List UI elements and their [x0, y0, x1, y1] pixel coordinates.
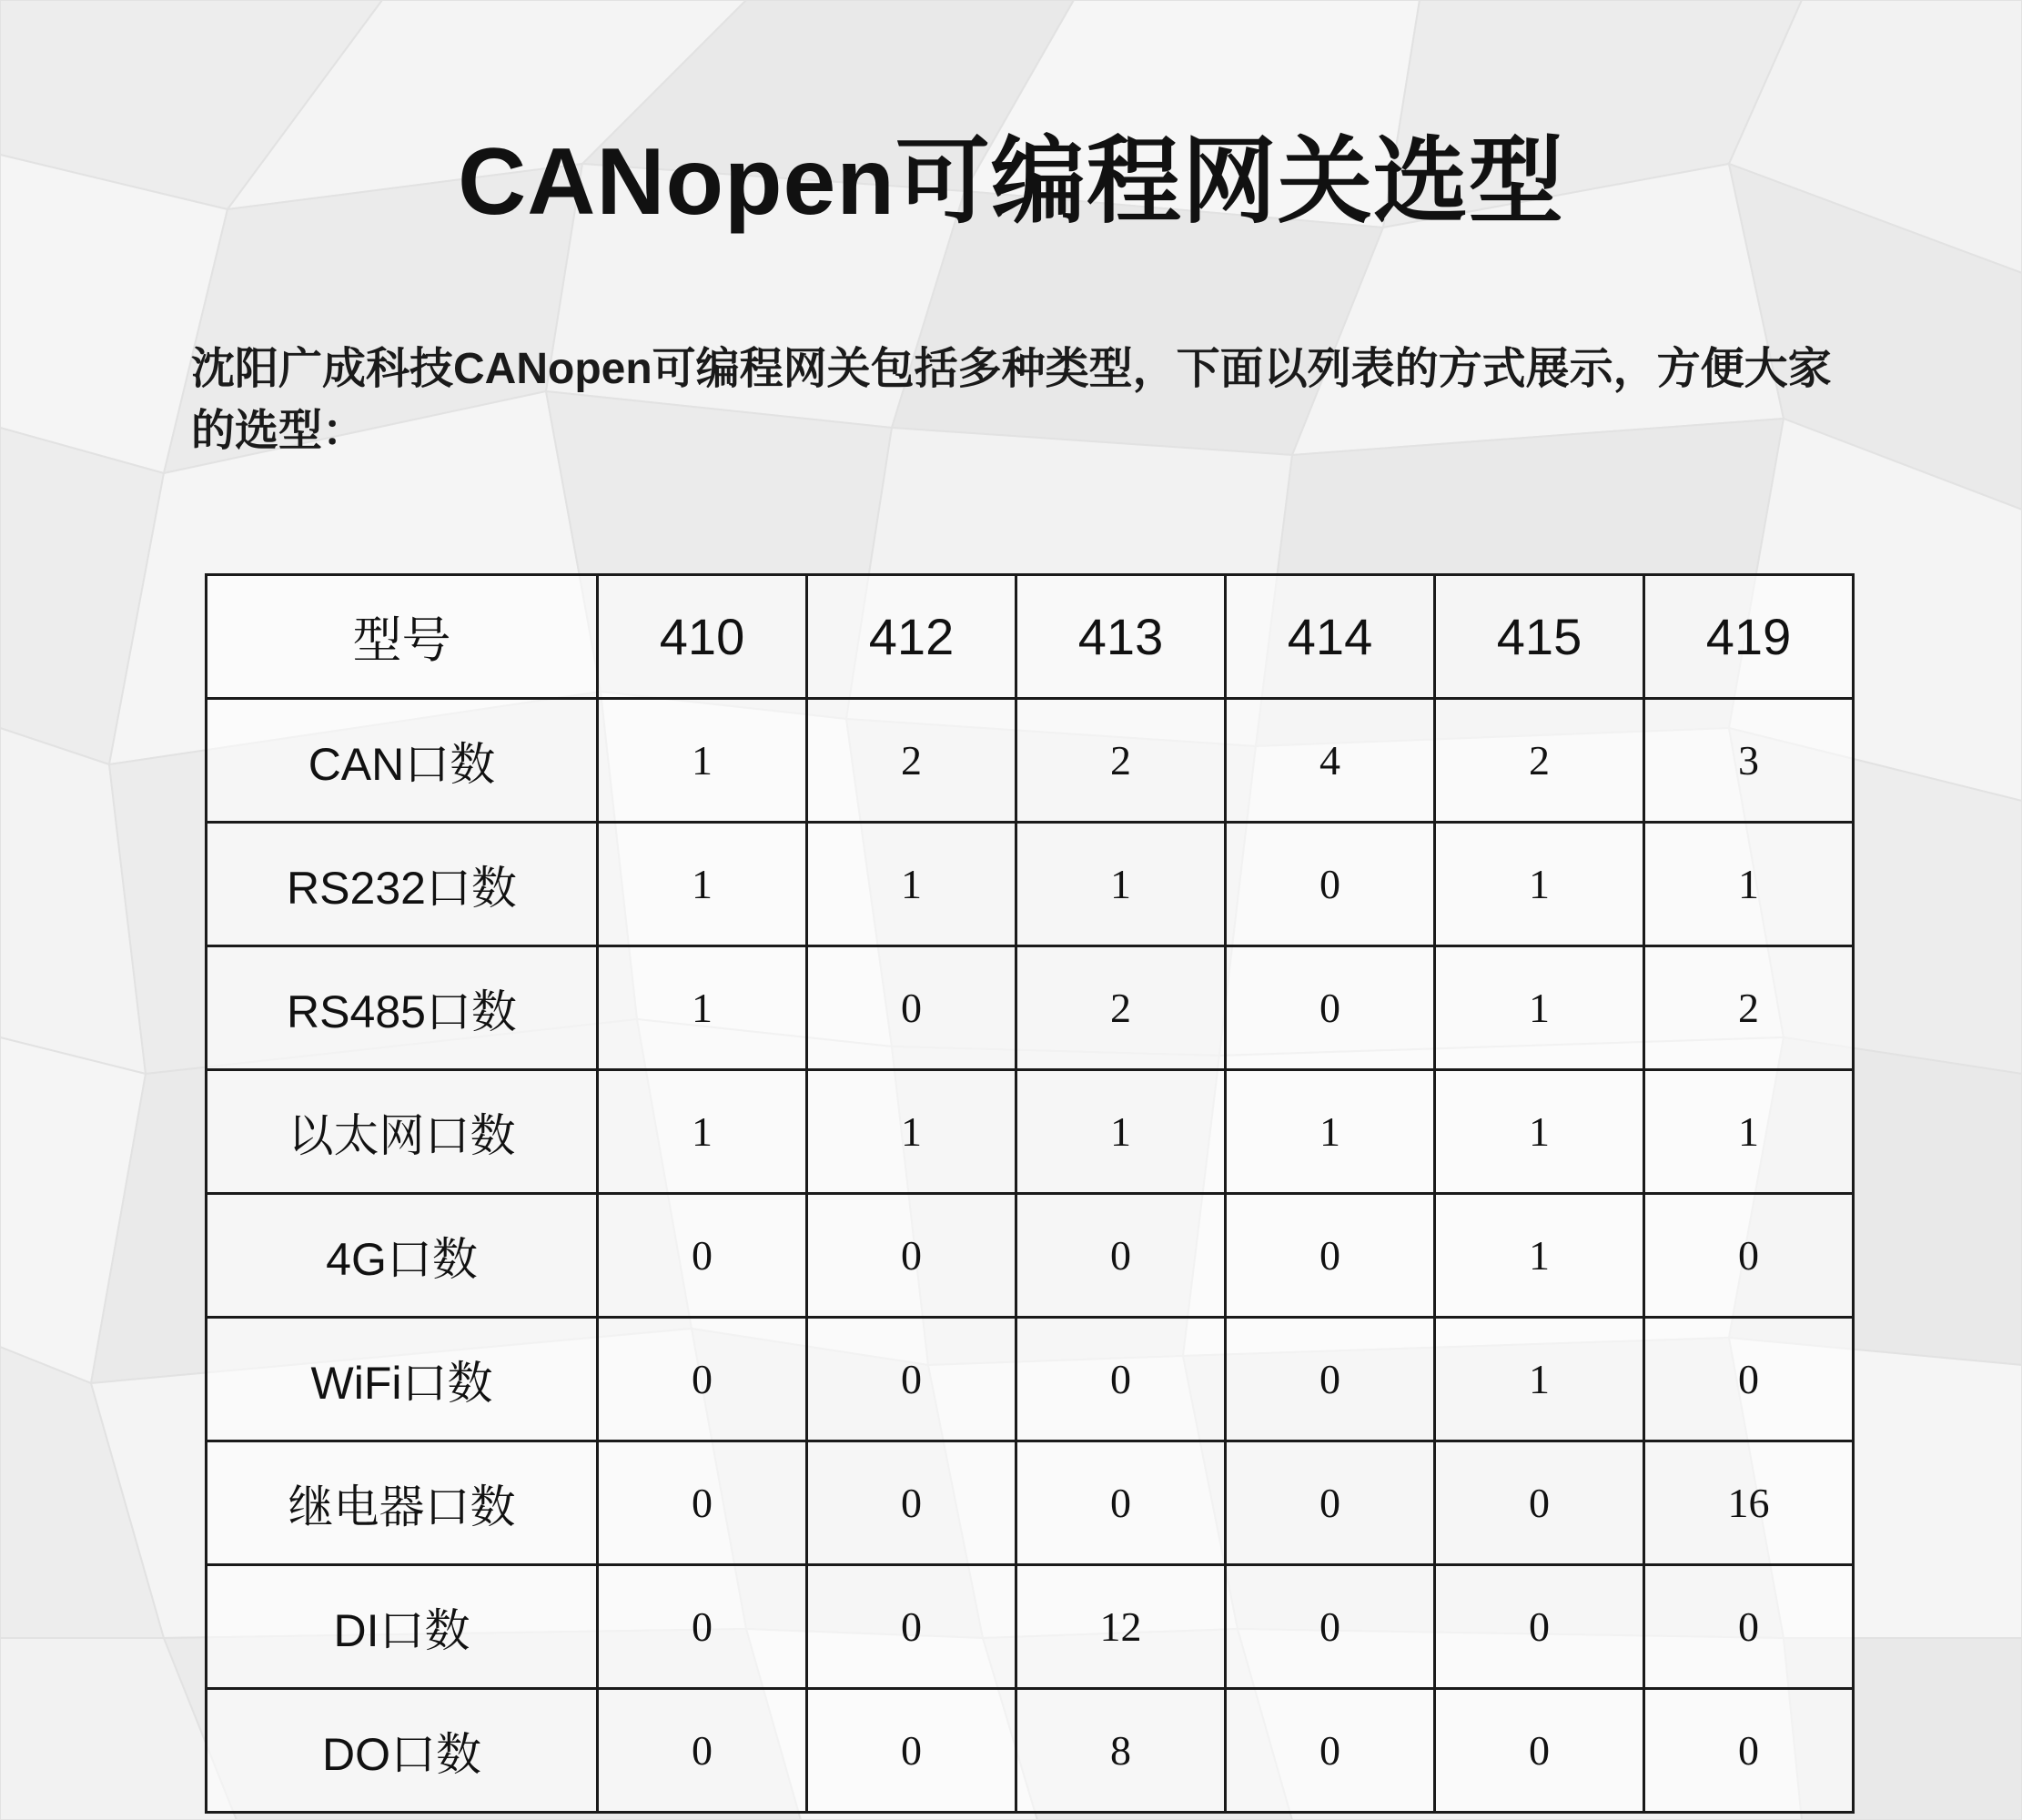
table-cell: 0 [1226, 823, 1435, 946]
table-header-row [207, 575, 1854, 699]
table-cell: 16 [1644, 1441, 1854, 1565]
table-cell: 0 [1644, 1689, 1854, 1813]
table-cell: 0 [807, 1318, 1016, 1441]
table-cell: 0 [1226, 1441, 1435, 1565]
table-cell: 1 [1644, 823, 1854, 946]
table-cell: 0 [807, 1689, 1016, 1813]
table-cell: 0 [1016, 1441, 1226, 1565]
spec-table-container [205, 573, 1820, 1814]
table-cell: 1 [1016, 1070, 1226, 1194]
table-cell: 2 [1016, 946, 1226, 1070]
table-cell: 3 [1644, 699, 1854, 823]
table-cell: 1 [1435, 1070, 1644, 1194]
table-cell: 1 [807, 823, 1016, 946]
column-header-414: 414 [1226, 575, 1435, 699]
column-header-model: 型号 [207, 575, 598, 699]
table-cell: 0 [1016, 1194, 1226, 1318]
table-cell: 1 [807, 1070, 1016, 1194]
column-header-413: 413 [1016, 575, 1226, 699]
table-cell: 1 [598, 699, 807, 823]
table-cell: 1 [1016, 823, 1226, 946]
table-cell: 2 [1644, 946, 1854, 1070]
row-label: DI口数 [207, 1565, 598, 1689]
table-cell: 12 [1016, 1565, 1226, 1689]
table-cell: 1 [598, 823, 807, 946]
table-cell: 2 [1435, 699, 1644, 823]
column-header-419: 419 [1644, 575, 1854, 699]
table-cell: 1 [1435, 823, 1644, 946]
table-cell: 0 [1644, 1318, 1854, 1441]
table-cell: 2 [1016, 699, 1226, 823]
column-header-415: 415 [1435, 575, 1644, 699]
intro-paragraph: 沈阳广成科技CANopen可编程网关包括多种类型，下面以列表的方式展示，方便大家的选型： [191, 345, 1832, 456]
table-row [207, 1565, 1854, 1689]
table-row [207, 1689, 1854, 1813]
table-cell: 0 [1435, 1441, 1644, 1565]
table-cell: 1 [1644, 1070, 1854, 1194]
table-cell: 1 [1435, 1318, 1644, 1441]
table-cell: 1 [598, 1070, 807, 1194]
row-label: WiFi口数 [207, 1318, 598, 1441]
table-cell: 0 [1226, 1689, 1435, 1813]
table-cell: 0 [807, 946, 1016, 1070]
table-row [207, 1318, 1854, 1441]
page-title: CANopen可编程网关选型 [458, 129, 1564, 235]
table-cell: 1 [1435, 946, 1644, 1070]
table-cell: 0 [1226, 1194, 1435, 1318]
table-cell: 0 [598, 1689, 807, 1813]
table-row [207, 1194, 1854, 1318]
table-row [207, 699, 1854, 823]
table-row [207, 823, 1854, 946]
table-cell: 0 [807, 1565, 1016, 1689]
table-cell: 0 [807, 1194, 1016, 1318]
table-cell: 0 [807, 1441, 1016, 1565]
table-cell: 1 [1435, 1194, 1644, 1318]
table-cell: 0 [1644, 1194, 1854, 1318]
table-cell: 0 [598, 1194, 807, 1318]
table-cell: 0 [598, 1441, 807, 1565]
table-cell: 0 [598, 1565, 807, 1689]
row-label: RS232口数 [207, 823, 598, 946]
table-cell: 0 [598, 1318, 807, 1441]
column-header-412: 412 [807, 575, 1016, 699]
table-row [207, 1441, 1854, 1565]
table-row [207, 1070, 1854, 1194]
table-cell: 1 [1226, 1070, 1435, 1194]
column-header-410: 410 [598, 575, 807, 699]
table-cell: 1 [598, 946, 807, 1070]
table-cell: 0 [1226, 1565, 1435, 1689]
table-row [207, 946, 1854, 1070]
table-cell: 0 [1226, 946, 1435, 1070]
row-label: CAN口数 [207, 699, 598, 823]
row-label: 4G口数 [207, 1194, 598, 1318]
table-cell: 0 [1016, 1318, 1226, 1441]
table-cell: 2 [807, 699, 1016, 823]
table-cell: 4 [1226, 699, 1435, 823]
table-cell: 0 [1435, 1689, 1644, 1813]
row-label: RS485口数 [207, 946, 598, 1070]
row-label: 以太网口数 [207, 1070, 598, 1194]
row-label: 继电器口数 [207, 1441, 598, 1565]
table-cell: 0 [1435, 1565, 1644, 1689]
table-cell: 8 [1016, 1689, 1226, 1813]
table-cell: 0 [1644, 1565, 1854, 1689]
spec-table [205, 573, 1855, 1814]
table-cell: 0 [1226, 1318, 1435, 1441]
row-label: DO口数 [207, 1689, 598, 1813]
